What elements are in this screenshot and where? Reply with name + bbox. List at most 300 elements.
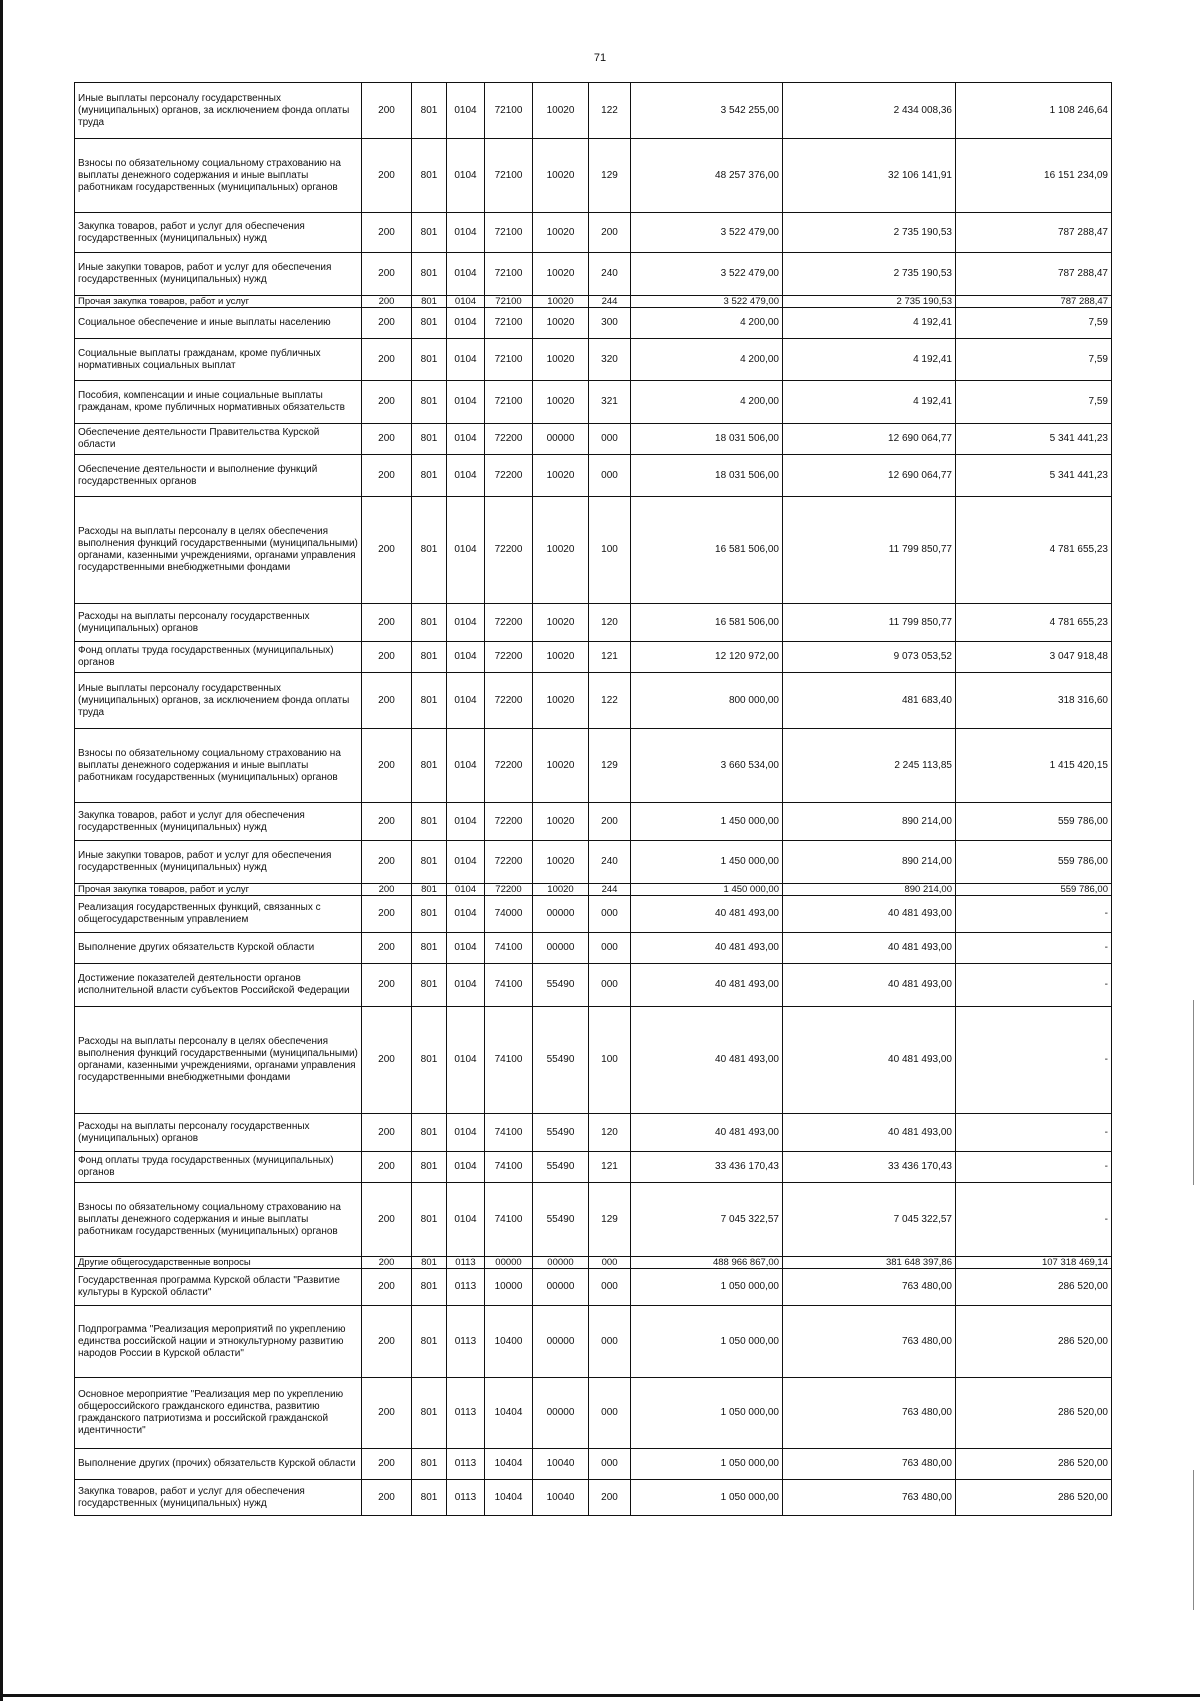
row-code-5: 55490 — [533, 1114, 589, 1152]
row-code-5: 55490 — [533, 964, 589, 1007]
table-row — [75, 381, 1112, 424]
row-amount-remaining: 7,59 — [956, 308, 1112, 339]
row-code-5: 10020 — [533, 803, 589, 841]
row-code-3: 0104 — [447, 497, 485, 604]
row-code-1: 200 — [362, 139, 412, 213]
row-code-1: 200 — [362, 213, 412, 253]
table-row — [75, 896, 1112, 933]
row-code-2: 801 — [412, 339, 447, 381]
row-name: Иные выплаты персоналу государственных (муниципальных) органов, за исключением фонда оплаты труда — [75, 673, 362, 729]
row-code-1: 200 — [362, 455, 412, 497]
row-amount-plan: 12 120 972,00 — [631, 642, 783, 673]
row-name: Расходы на выплаты персоналу в целях обеспечения выполнения функций государственными (муниципальными) органами, казенными учреждениями, органами управления государственными внебюджетными фондами — [75, 1007, 362, 1114]
row-code-2: 801 — [412, 1269, 447, 1306]
row-amount-plan: 4 200,00 — [631, 381, 783, 424]
row-code-5: 00000 — [533, 896, 589, 933]
row-code-3: 0113 — [447, 1257, 485, 1269]
row-code-3: 0104 — [447, 642, 485, 673]
row-code-3: 0104 — [447, 83, 485, 139]
row-code-6: 129 — [589, 1183, 631, 1257]
row-code-5: 10020 — [533, 339, 589, 381]
row-amount-remaining: 286 520,00 — [956, 1480, 1112, 1516]
row-code-6: 240 — [589, 253, 631, 296]
row-code-2: 801 — [412, 139, 447, 213]
row-code-6: 121 — [589, 642, 631, 673]
row-code-4: 00000 — [485, 1257, 533, 1269]
row-code-6: 000 — [589, 1449, 631, 1480]
row-amount-remaining: 7,59 — [956, 339, 1112, 381]
row-code-3: 0104 — [447, 933, 485, 964]
row-amount-plan: 3 522 479,00 — [631, 213, 783, 253]
row-code-1: 200 — [362, 1306, 412, 1378]
row-code-3: 0104 — [447, 964, 485, 1007]
row-code-3: 0104 — [447, 1183, 485, 1257]
row-code-6: 120 — [589, 1114, 631, 1152]
table-row — [75, 1114, 1112, 1152]
row-code-2: 801 — [412, 964, 447, 1007]
row-amount-remaining: 4 781 655,23 — [956, 497, 1112, 604]
row-code-1: 200 — [362, 1114, 412, 1152]
row-amount-executed: 12 690 064,77 — [783, 455, 956, 497]
row-amount-plan: 4 200,00 — [631, 339, 783, 381]
budget-table — [74, 82, 1112, 1516]
row-amount-remaining: 5 341 441,23 — [956, 455, 1112, 497]
row-code-2: 801 — [412, 424, 447, 455]
row-amount-plan: 40 481 493,00 — [631, 964, 783, 1007]
row-code-2: 801 — [412, 308, 447, 339]
row-name: Выполнение других обязательств Курской области — [75, 933, 362, 964]
row-amount-remaining: 559 786,00 — [956, 884, 1112, 896]
row-code-2: 801 — [412, 1480, 447, 1516]
row-code-2: 801 — [412, 1183, 447, 1257]
row-amount-executed: 890 214,00 — [783, 884, 956, 896]
row-code-2: 801 — [412, 296, 447, 308]
row-code-6: 000 — [589, 1269, 631, 1306]
row-name: Прочая закупка товаров, работ и услуг — [75, 884, 362, 896]
row-name: Закупка товаров, работ и услуг для обеспечения государственных (муниципальных) нужд — [75, 1480, 362, 1516]
row-amount-plan: 18 031 506,00 — [631, 424, 783, 455]
row-code-1: 200 — [362, 729, 412, 803]
row-code-3: 0113 — [447, 1269, 485, 1306]
row-code-1: 200 — [362, 1007, 412, 1114]
row-name: Фонд оплаты труда государственных (муниципальных) органов — [75, 642, 362, 673]
row-code-3: 0104 — [447, 296, 485, 308]
row-code-6: 122 — [589, 673, 631, 729]
row-code-6: 120 — [589, 604, 631, 642]
row-code-5: 00000 — [533, 1378, 589, 1449]
row-code-4: 72200 — [485, 424, 533, 455]
budget-table-body — [75, 83, 1112, 1516]
row-code-2: 801 — [412, 83, 447, 139]
row-name: Прочая закупка товаров, работ и услуг — [75, 296, 362, 308]
row-amount-plan: 800 000,00 — [631, 673, 783, 729]
table-row — [75, 964, 1112, 1007]
row-amount-plan: 40 481 493,00 — [631, 933, 783, 964]
row-code-3: 0104 — [447, 729, 485, 803]
row-code-2: 801 — [412, 933, 447, 964]
row-amount-remaining: - — [956, 964, 1112, 1007]
row-code-2: 801 — [412, 381, 447, 424]
row-code-5: 10020 — [533, 642, 589, 673]
row-code-2: 801 — [412, 642, 447, 673]
row-amount-remaining: 559 786,00 — [956, 841, 1112, 884]
row-amount-executed: 2 245 113,85 — [783, 729, 956, 803]
row-code-4: 10404 — [485, 1449, 533, 1480]
row-code-5: 55490 — [533, 1183, 589, 1257]
row-code-3: 0104 — [447, 884, 485, 896]
row-name: Иные выплаты персоналу государственных (муниципальных) органов, за исключением фонда оплаты труда — [75, 83, 362, 139]
row-name: Другие общегосударственные вопросы — [75, 1257, 362, 1269]
row-amount-remaining: 4 781 655,23 — [956, 604, 1112, 642]
row-amount-executed: 4 192,41 — [783, 308, 956, 339]
table-row — [75, 1306, 1112, 1378]
row-amount-remaining: 107 318 469,14 — [956, 1257, 1112, 1269]
row-code-6: 240 — [589, 841, 631, 884]
row-name: Расходы на выплаты персоналу государственных (муниципальных) органов — [75, 604, 362, 642]
row-name: Обеспечение деятельности Правительства Курской области — [75, 424, 362, 455]
row-amount-plan: 1 050 000,00 — [631, 1378, 783, 1449]
row-code-3: 0104 — [447, 1152, 485, 1183]
row-amount-executed: 9 073 053,52 — [783, 642, 956, 673]
row-amount-plan: 3 542 255,00 — [631, 83, 783, 139]
row-code-5: 10020 — [533, 841, 589, 884]
row-code-6: 100 — [589, 497, 631, 604]
row-amount-executed: 763 480,00 — [783, 1480, 956, 1516]
row-code-4: 72100 — [485, 213, 533, 253]
row-code-3: 0104 — [447, 896, 485, 933]
row-code-1: 200 — [362, 964, 412, 1007]
row-code-3: 0104 — [447, 308, 485, 339]
row-code-6: 200 — [589, 803, 631, 841]
table-row — [75, 497, 1112, 604]
table-row — [75, 841, 1112, 884]
row-amount-plan: 3 522 479,00 — [631, 296, 783, 308]
row-code-6: 300 — [589, 308, 631, 339]
row-amount-remaining: 787 288,47 — [956, 253, 1112, 296]
row-amount-plan: 1 050 000,00 — [631, 1480, 783, 1516]
row-code-4: 72200 — [485, 841, 533, 884]
row-name: Фонд оплаты труда государственных (муниципальных) органов — [75, 1152, 362, 1183]
row-amount-executed: 40 481 493,00 — [783, 896, 956, 933]
row-amount-executed: 2 735 190,53 — [783, 296, 956, 308]
row-code-1: 200 — [362, 933, 412, 964]
row-code-3: 0104 — [447, 1007, 485, 1114]
row-code-1: 200 — [362, 1378, 412, 1449]
row-name: Закупка товаров, работ и услуг для обеспечения государственных (муниципальных) нужд — [75, 803, 362, 841]
table-row — [75, 933, 1112, 964]
table-row — [75, 673, 1112, 729]
row-amount-executed: 40 481 493,00 — [783, 1114, 956, 1152]
row-code-2: 801 — [412, 1152, 447, 1183]
row-code-1: 200 — [362, 673, 412, 729]
row-name: Взносы по обязательному социальному страхованию на выплаты денежного содержания и иные выплаты работникам государственных (муниципальных) органов — [75, 729, 362, 803]
row-amount-remaining: 286 520,00 — [956, 1378, 1112, 1449]
row-code-2: 801 — [412, 1007, 447, 1114]
row-code-5: 55490 — [533, 1007, 589, 1114]
row-code-4: 72200 — [485, 884, 533, 896]
row-code-2: 801 — [412, 604, 447, 642]
table-row — [75, 1183, 1112, 1257]
row-code-5: 55490 — [533, 1152, 589, 1183]
row-code-5: 10020 — [533, 213, 589, 253]
row-code-4: 72100 — [485, 253, 533, 296]
row-amount-plan: 3 660 534,00 — [631, 729, 783, 803]
row-code-6: 244 — [589, 884, 631, 896]
row-code-4: 72200 — [485, 729, 533, 803]
row-amount-executed: 11 799 850,77 — [783, 497, 956, 604]
row-code-1: 200 — [362, 1449, 412, 1480]
row-name: Достижение показателей деятельности органов исполнительной власти субъектов Российской Федерации — [75, 964, 362, 1007]
row-amount-plan: 18 031 506,00 — [631, 455, 783, 497]
table-row — [75, 424, 1112, 455]
row-amount-remaining: 1 108 246,64 — [956, 83, 1112, 139]
row-name: Социальное обеспечение и иные выплаты населению — [75, 308, 362, 339]
row-code-2: 801 — [412, 1257, 447, 1269]
table-row — [75, 455, 1112, 497]
row-code-4: 72100 — [485, 83, 533, 139]
row-amount-plan: 16 581 506,00 — [631, 497, 783, 604]
row-code-5: 10020 — [533, 455, 589, 497]
row-amount-plan: 1 450 000,00 — [631, 841, 783, 884]
table-row — [75, 139, 1112, 213]
row-code-5: 10020 — [533, 673, 589, 729]
row-code-3: 0104 — [447, 841, 485, 884]
row-code-6: 122 — [589, 83, 631, 139]
table-row — [75, 1480, 1112, 1516]
row-code-6: 000 — [589, 1378, 631, 1449]
row-code-4: 74100 — [485, 1152, 533, 1183]
row-amount-executed: 12 690 064,77 — [783, 424, 956, 455]
row-name: Подпрограмма "Реализация мероприятий по укреплению единства российской нации и этнокультурному развитию народов России в Курской области" — [75, 1306, 362, 1378]
scan-edge-bottom — [0, 1694, 1200, 1697]
row-code-1: 200 — [362, 253, 412, 296]
table-row — [75, 1152, 1112, 1183]
row-code-5: 10020 — [533, 381, 589, 424]
row-amount-remaining: 286 520,00 — [956, 1449, 1112, 1480]
row-code-3: 0104 — [447, 455, 485, 497]
row-code-6: 100 — [589, 1007, 631, 1114]
row-name: Взносы по обязательному социальному страхованию на выплаты денежного содержания и иные выплаты работникам государственных (муниципальных) органов — [75, 1183, 362, 1257]
table-row — [75, 729, 1112, 803]
row-amount-plan: 48 257 376,00 — [631, 139, 783, 213]
row-code-3: 0113 — [447, 1378, 485, 1449]
row-code-2: 801 — [412, 253, 447, 296]
table-row — [75, 83, 1112, 139]
row-code-6: 200 — [589, 1480, 631, 1516]
row-amount-executed: 2 735 190,53 — [783, 213, 956, 253]
row-code-1: 200 — [362, 381, 412, 424]
row-name: Выполнение других (прочих) обязательств Курской области — [75, 1449, 362, 1480]
row-code-4: 74100 — [485, 964, 533, 1007]
row-code-6: 000 — [589, 933, 631, 964]
row-code-4: 10000 — [485, 1269, 533, 1306]
row-amount-remaining: 5 341 441,23 — [956, 424, 1112, 455]
row-amount-executed: 40 481 493,00 — [783, 1007, 956, 1114]
row-code-3: 0113 — [447, 1306, 485, 1378]
row-name: Пособия, компенсации и иные социальные выплаты гражданам, кроме публичных нормативных обязательств — [75, 381, 362, 424]
row-code-2: 801 — [412, 841, 447, 884]
row-amount-plan: 40 481 493,00 — [631, 1114, 783, 1152]
row-code-5: 00000 — [533, 1306, 589, 1378]
row-amount-plan: 1 050 000,00 — [631, 1269, 783, 1306]
row-code-4: 74100 — [485, 1183, 533, 1257]
row-code-4: 10400 — [485, 1306, 533, 1378]
table-row — [75, 1257, 1112, 1269]
row-code-4: 72100 — [485, 308, 533, 339]
row-code-3: 0104 — [447, 139, 485, 213]
row-amount-plan: 1 450 000,00 — [631, 884, 783, 896]
row-code-2: 801 — [412, 213, 447, 253]
row-code-6: 000 — [589, 424, 631, 455]
row-code-6: 000 — [589, 964, 631, 1007]
row-code-1: 200 — [362, 604, 412, 642]
row-code-5: 10020 — [533, 139, 589, 213]
row-code-2: 801 — [412, 896, 447, 933]
row-code-1: 200 — [362, 841, 412, 884]
row-code-3: 0113 — [447, 1480, 485, 1516]
row-amount-remaining: 787 288,47 — [956, 296, 1112, 308]
table-row — [75, 1449, 1112, 1480]
row-amount-executed: 40 481 493,00 — [783, 964, 956, 1007]
row-code-5: 10020 — [533, 296, 589, 308]
table-row — [75, 884, 1112, 896]
row-code-5: 00000 — [533, 1269, 589, 1306]
row-code-6: 000 — [589, 1306, 631, 1378]
row-amount-executed: 33 436 170,43 — [783, 1152, 956, 1183]
table-row — [75, 296, 1112, 308]
row-amount-remaining: - — [956, 933, 1112, 964]
row-amount-plan: 3 522 479,00 — [631, 253, 783, 296]
row-code-4: 72200 — [485, 642, 533, 673]
row-code-4: 72100 — [485, 139, 533, 213]
row-code-1: 200 — [362, 1152, 412, 1183]
row-amount-executed: 890 214,00 — [783, 841, 956, 884]
table-row — [75, 1269, 1112, 1306]
row-amount-executed: 763 480,00 — [783, 1378, 956, 1449]
row-code-3: 0104 — [447, 253, 485, 296]
row-amount-executed: 11 799 850,77 — [783, 604, 956, 642]
row-amount-plan: 4 200,00 — [631, 308, 783, 339]
row-code-5: 00000 — [533, 933, 589, 964]
row-code-3: 0104 — [447, 673, 485, 729]
row-code-5: 10020 — [533, 83, 589, 139]
row-amount-remaining: - — [956, 1183, 1112, 1257]
row-amount-plan: 40 481 493,00 — [631, 1007, 783, 1114]
row-code-4: 10404 — [485, 1378, 533, 1449]
row-code-6: 121 — [589, 1152, 631, 1183]
row-name: Государственная программа Курской области "Развитие культуры в Курской области" — [75, 1269, 362, 1306]
row-amount-executed: 481 683,40 — [783, 673, 956, 729]
row-code-6: 244 — [589, 296, 631, 308]
row-amount-plan: 1 050 000,00 — [631, 1449, 783, 1480]
row-code-1: 200 — [362, 642, 412, 673]
row-name: Расходы на выплаты персоналу в целях обеспечения выполнения функций государственными (муниципальными) органами, казенными учреждениями, органами управления государственными внебюджетными фондами — [75, 497, 362, 604]
row-code-5: 10020 — [533, 884, 589, 896]
row-name: Иные закупки товаров, работ и услуг для обеспечения государственных (муниципальных) нужд — [75, 841, 362, 884]
row-code-4: 72100 — [485, 381, 533, 424]
row-amount-remaining: - — [956, 1007, 1112, 1114]
row-code-4: 72200 — [485, 803, 533, 841]
table-row — [75, 1378, 1112, 1449]
table-row — [75, 253, 1112, 296]
row-code-4: 72200 — [485, 497, 533, 604]
row-amount-executed: 890 214,00 — [783, 803, 956, 841]
row-code-4: 72200 — [485, 673, 533, 729]
row-name: Взносы по обязательному социальному страхованию на выплаты денежного содержания и иные выплаты работникам государственных (муниципальных) органов — [75, 139, 362, 213]
row-code-6: 320 — [589, 339, 631, 381]
table-row — [75, 604, 1112, 642]
scan-mark-right — [1193, 1000, 1194, 1185]
row-code-2: 801 — [412, 1378, 447, 1449]
row-amount-remaining: - — [956, 1152, 1112, 1183]
row-code-6: 000 — [589, 896, 631, 933]
row-code-4: 74000 — [485, 896, 533, 933]
row-code-1: 200 — [362, 296, 412, 308]
row-code-2: 801 — [412, 673, 447, 729]
row-amount-executed: 32 106 141,91 — [783, 139, 956, 213]
row-code-1: 200 — [362, 497, 412, 604]
row-code-1: 200 — [362, 896, 412, 933]
row-code-4: 74100 — [485, 1007, 533, 1114]
row-code-2: 801 — [412, 803, 447, 841]
row-code-5: 00000 — [533, 424, 589, 455]
row-code-2: 801 — [412, 884, 447, 896]
row-code-5: 10040 — [533, 1480, 589, 1516]
scan-edge-left — [0, 0, 3, 1701]
row-code-6: 321 — [589, 381, 631, 424]
row-amount-plan: 488 966 867,00 — [631, 1257, 783, 1269]
row-code-1: 200 — [362, 83, 412, 139]
row-amount-remaining: 559 786,00 — [956, 803, 1112, 841]
row-code-3: 0113 — [447, 1449, 485, 1480]
row-amount-executed: 7 045 322,57 — [783, 1183, 956, 1257]
row-code-1: 200 — [362, 339, 412, 381]
row-amount-plan: 1 050 000,00 — [631, 1306, 783, 1378]
row-code-6: 129 — [589, 729, 631, 803]
row-code-4: 10404 — [485, 1480, 533, 1516]
row-code-1: 200 — [362, 1269, 412, 1306]
row-name: Закупка товаров, работ и услуг для обеспечения государственных (муниципальных) нужд — [75, 213, 362, 253]
table-row — [75, 213, 1112, 253]
row-code-1: 200 — [362, 1257, 412, 1269]
row-code-3: 0104 — [447, 213, 485, 253]
row-code-4: 72200 — [485, 455, 533, 497]
table-row — [75, 642, 1112, 673]
row-code-4: 72200 — [485, 604, 533, 642]
row-code-2: 801 — [412, 1306, 447, 1378]
row-amount-remaining: 3 047 918,48 — [956, 642, 1112, 673]
row-code-1: 200 — [362, 884, 412, 896]
row-amount-plan: 16 581 506,00 — [631, 604, 783, 642]
row-amount-remaining: 16 151 234,09 — [956, 139, 1112, 213]
row-amount-remaining: - — [956, 896, 1112, 933]
row-name: Расходы на выплаты персоналу государственных (муниципальных) органов — [75, 1114, 362, 1152]
row-code-5: 10020 — [533, 253, 589, 296]
row-name: Обеспечение деятельности и выполнение функций государственных органов — [75, 455, 362, 497]
row-name: Социальные выплаты гражданам, кроме публичных нормативных социальных выплат — [75, 339, 362, 381]
row-amount-remaining: 787 288,47 — [956, 213, 1112, 253]
row-code-2: 801 — [412, 455, 447, 497]
table-row — [75, 1007, 1112, 1114]
row-name: Иные закупки товаров, работ и услуг для обеспечения государственных (муниципальных) нужд — [75, 253, 362, 296]
row-amount-remaining: 318 316,60 — [956, 673, 1112, 729]
row-code-6: 000 — [589, 1257, 631, 1269]
row-amount-executed: 381 648 397,86 — [783, 1257, 956, 1269]
page-number: 71 — [593, 52, 607, 64]
row-code-1: 200 — [362, 424, 412, 455]
row-amount-executed: 4 192,41 — [783, 339, 956, 381]
table-row — [75, 803, 1112, 841]
